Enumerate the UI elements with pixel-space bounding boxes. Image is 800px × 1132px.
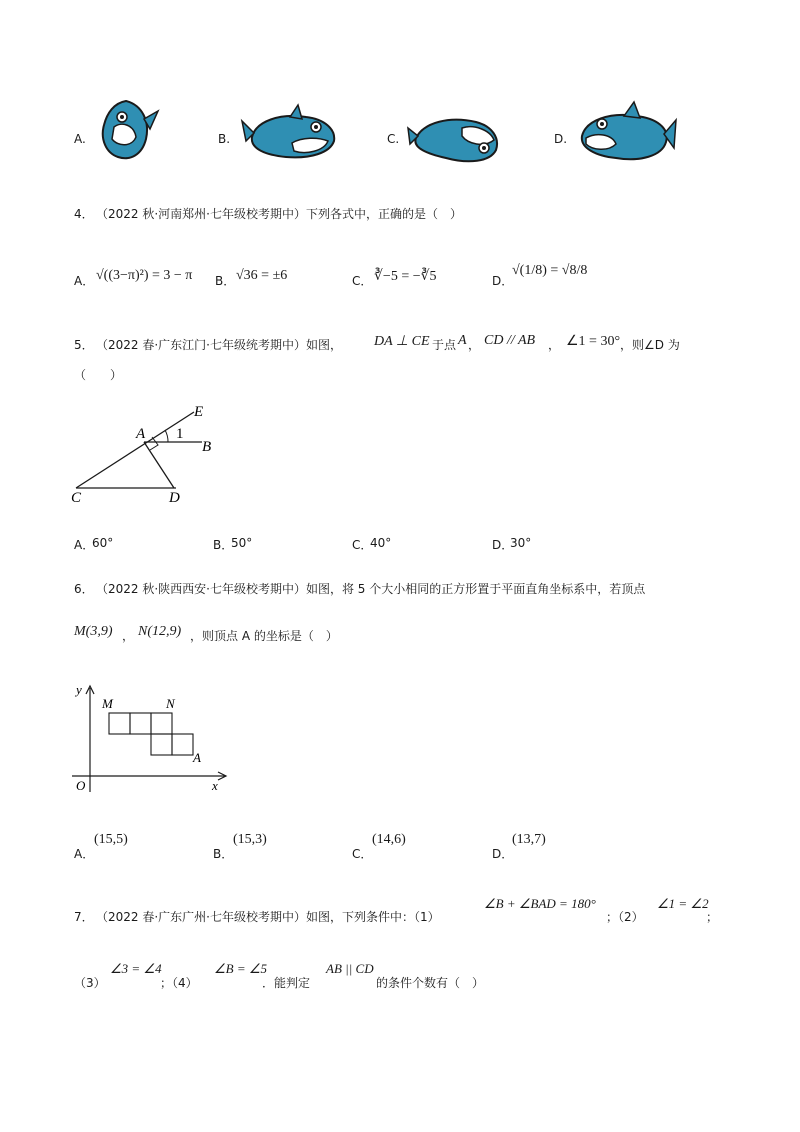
q5-figure <box>68 400 228 505</box>
q6-option-d-value: (13,7) <box>512 832 546 847</box>
q5-stem-prefix: （2022 春·广东江门·七年级统考期中）如图， <box>96 338 342 352</box>
q3-option-c-letter: C. <box>387 132 400 146</box>
q4-option-a-expr: √((3−π)²) = 3 − π <box>96 268 193 283</box>
q5-option-a-value: 60° <box>92 536 114 550</box>
q7-separator-2: ； <box>706 910 719 924</box>
q5-point-a: A <box>458 333 467 348</box>
q6-label-o: O <box>76 778 86 793</box>
q3-option-d-letter: D. <box>554 132 568 146</box>
q6-figure <box>66 680 236 795</box>
q5-option-b-letter: B． <box>213 538 234 552</box>
q5-answer-blank: （ ） <box>74 368 123 382</box>
q3-option-b-letter: B. <box>218 132 231 146</box>
q6-option-c-letter: C． <box>352 847 373 861</box>
q6-stem-suffix: ，则顶点 A 的坐标是（ ） <box>190 629 338 643</box>
q5-comma-2: ， <box>548 338 561 352</box>
q5-option-a-letter: A． <box>74 538 95 552</box>
q5-label-1: 1 <box>176 426 184 442</box>
q6-option-a-letter: A． <box>74 847 95 861</box>
q5-label-e: E <box>194 404 204 420</box>
q6-number: 6． <box>74 582 94 596</box>
q5-condition-suffix: 于点 <box>432 338 457 352</box>
q5-stem-suffix: ，则∠D 为 <box>620 338 680 352</box>
q6-label-y: y <box>76 682 82 697</box>
shark-icon <box>574 100 678 168</box>
q5-label-d: D <box>169 490 180 505</box>
q7-number: 7． <box>74 910 94 924</box>
shark-icon <box>406 108 502 168</box>
q7-mid-text: ．能判定 <box>262 976 311 990</box>
q5-condition-parallel: CD // AB <box>484 333 536 348</box>
q4-number: 4． <box>74 207 94 221</box>
q7-line2-prefix: （3） <box>74 976 106 990</box>
q4-option-a-letter: A． <box>74 274 95 288</box>
q6-label-n: N <box>166 696 175 711</box>
q5-option-c-value: 40° <box>370 536 392 550</box>
q7-condition-3: ∠3 = ∠4 <box>110 961 162 976</box>
q6-option-a-value: (15,5) <box>94 832 128 847</box>
q5-option-d-letter: D． <box>492 538 514 552</box>
q5-option-c-letter: C． <box>352 538 373 552</box>
q6-label-a: A <box>193 750 201 765</box>
q4-option-b-letter: B． <box>215 274 236 288</box>
q7-condition-5: AB || CD <box>326 961 374 976</box>
q7-condition-1: ∠B + ∠BAD = 180° <box>484 896 596 911</box>
q6-option-b-letter: B． <box>213 847 234 861</box>
q7-separator-3: ；（4） <box>160 976 198 990</box>
q7-condition-4: ∠B = ∠5 <box>214 961 268 976</box>
shark-icon <box>92 97 160 165</box>
q7-stem: （2022 春·广东广州·七年级校考期中）如图，下列条件中：（1） <box>96 910 440 924</box>
q6-label-x: x <box>212 778 218 793</box>
q6-point-m: M(3,9) <box>74 624 113 639</box>
q4-option-d-expr: √(1/8) = √8/8 <box>512 263 588 278</box>
q6-option-d-letter: D． <box>492 847 514 861</box>
q4-option-c-expr: ∛−5 = −∛5 <box>374 269 437 284</box>
q6-separator: ， <box>122 629 135 643</box>
q6-label-m: M <box>102 696 113 711</box>
q5-label-c: C <box>71 490 82 505</box>
q7-suffix: 的条件个数有（ ） <box>376 976 485 990</box>
q7-separator-1: ；（2） <box>606 910 644 924</box>
shark-icon <box>240 103 340 165</box>
q4-option-b-expr: √36 = ±6 <box>236 268 288 283</box>
q4-option-c-letter: C． <box>352 274 373 288</box>
q5-label-a: A <box>136 426 146 442</box>
q6-point-n: N(12,9) <box>138 624 182 639</box>
q5-condition-angle: ∠1 = 30° <box>566 334 621 349</box>
q5-label-b: B <box>202 439 212 455</box>
q7-condition-2: ∠1 = ∠2 <box>657 896 709 911</box>
q5-number: 5． <box>74 338 94 352</box>
q5-option-d-value: 30° <box>510 536 532 550</box>
q3-option-a-letter: A. <box>74 132 86 146</box>
q6-option-c-value: (14,6) <box>372 832 406 847</box>
q6-option-b-value: (15,3) <box>233 832 267 847</box>
q4-stem: （2022 秋·河南郑州·七年级校考期中）下列各式中，正确的是（ ） <box>96 207 462 221</box>
q5-comma: ， <box>468 338 481 352</box>
q6-stem: （2022 秋·陕西西安·七年级校考期中）如图，将 5 个大小相同的正方形置于平面直角坐标系中，若顶点 <box>96 582 646 596</box>
q5-option-b-value: 50° <box>231 536 253 550</box>
q5-condition-perpendicular: DA ⊥ CE <box>374 334 430 349</box>
q4-option-d-letter: D． <box>492 274 514 288</box>
